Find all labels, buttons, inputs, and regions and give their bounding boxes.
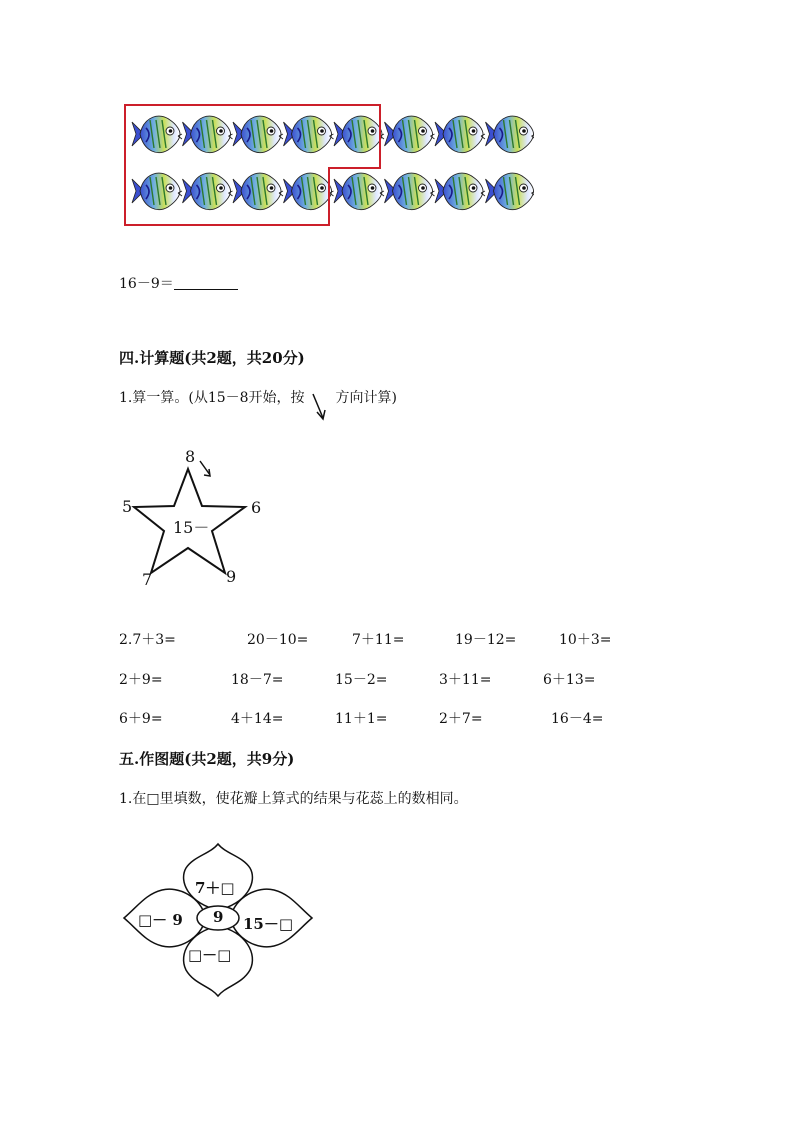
star-figure — [118, 445, 268, 590]
fish-icon — [334, 173, 384, 210]
star-number-left: 5 — [122, 497, 133, 516]
star-number-right: 6 — [251, 498, 262, 517]
fish-figure — [124, 104, 534, 228]
fish-grid — [124, 104, 534, 228]
fish-icon — [284, 116, 334, 153]
q1-text-after: 方向计算) — [335, 390, 397, 406]
star-arrow-icon — [200, 461, 210, 476]
fish-icon — [284, 173, 334, 210]
flower-figure — [120, 840, 316, 1002]
fish-icon — [385, 116, 435, 153]
fish-icon — [486, 173, 535, 210]
fish-equation: 16－9＝ — [119, 276, 174, 292]
q1-text-before: 1.算一算。(从15－8开始，按 — [119, 390, 305, 406]
flower-petal-left-expr[interactable]: □－ 9 — [138, 911, 183, 929]
arith-cell: 19－12= — [455, 632, 517, 648]
arith-cell: 15－2= — [335, 672, 388, 688]
star-center-text: 15－ — [173, 518, 210, 537]
flower-petal-top-expr[interactable]: 7＋□ — [195, 879, 235, 897]
arith-cell: 3＋11= — [439, 672, 492, 688]
fish-icon — [132, 116, 182, 153]
arith-cell: 6＋9= — [119, 711, 163, 727]
fish-icon — [334, 116, 384, 153]
flower-petal-bottom-expr[interactable]: □－□ — [188, 946, 232, 964]
fish-icon — [233, 116, 283, 153]
arith-cell: 16－4= — [551, 711, 604, 727]
flower-petal-right-expr[interactable]: 15－□ — [243, 915, 294, 933]
section4-title: 四.计算题(共2题，共20分) — [119, 349, 305, 367]
fish-icon — [486, 116, 535, 153]
fish-icon — [435, 116, 485, 153]
arith-cell: 2＋9= — [119, 672, 163, 688]
arith-cell: 18－7= — [231, 672, 284, 688]
star-number-bottom-right: 9 — [226, 567, 237, 586]
arith-cell: 6＋13= — [543, 672, 596, 688]
fish-icon — [385, 173, 435, 210]
arrow-direction-icon — [309, 388, 331, 402]
section5-title: 五.作图题(共2题，共9分) — [119, 750, 295, 768]
arith-cell: 2＋7= — [439, 711, 483, 727]
section4-q1-line — [119, 387, 397, 407]
fish-icon — [435, 173, 485, 210]
arith-cell: 20－10= — [247, 632, 309, 648]
star-number-bottom-left: 7 — [142, 570, 153, 589]
arith-cell: 11＋1= — [335, 711, 388, 727]
fish-icon — [132, 173, 182, 210]
flower-center-number: 9 — [213, 908, 224, 926]
arith-cell: 4＋14= — [231, 711, 284, 727]
arith-cell: 10＋3= — [559, 632, 612, 648]
fish-icon — [183, 173, 233, 210]
star-number-top: 8 — [185, 447, 196, 466]
section5-q1-text: 1.在□里填数，使花瓣上算式的结果与花蕊上的数相同。 — [119, 791, 468, 807]
answer-blank[interactable] — [174, 275, 238, 290]
fish-icon — [233, 173, 283, 210]
arith-cell: 7＋11= — [352, 632, 405, 648]
arith-cell: 2.7＋3= — [119, 632, 176, 648]
fish-icon — [183, 116, 233, 153]
fish-equation-line — [119, 273, 238, 293]
